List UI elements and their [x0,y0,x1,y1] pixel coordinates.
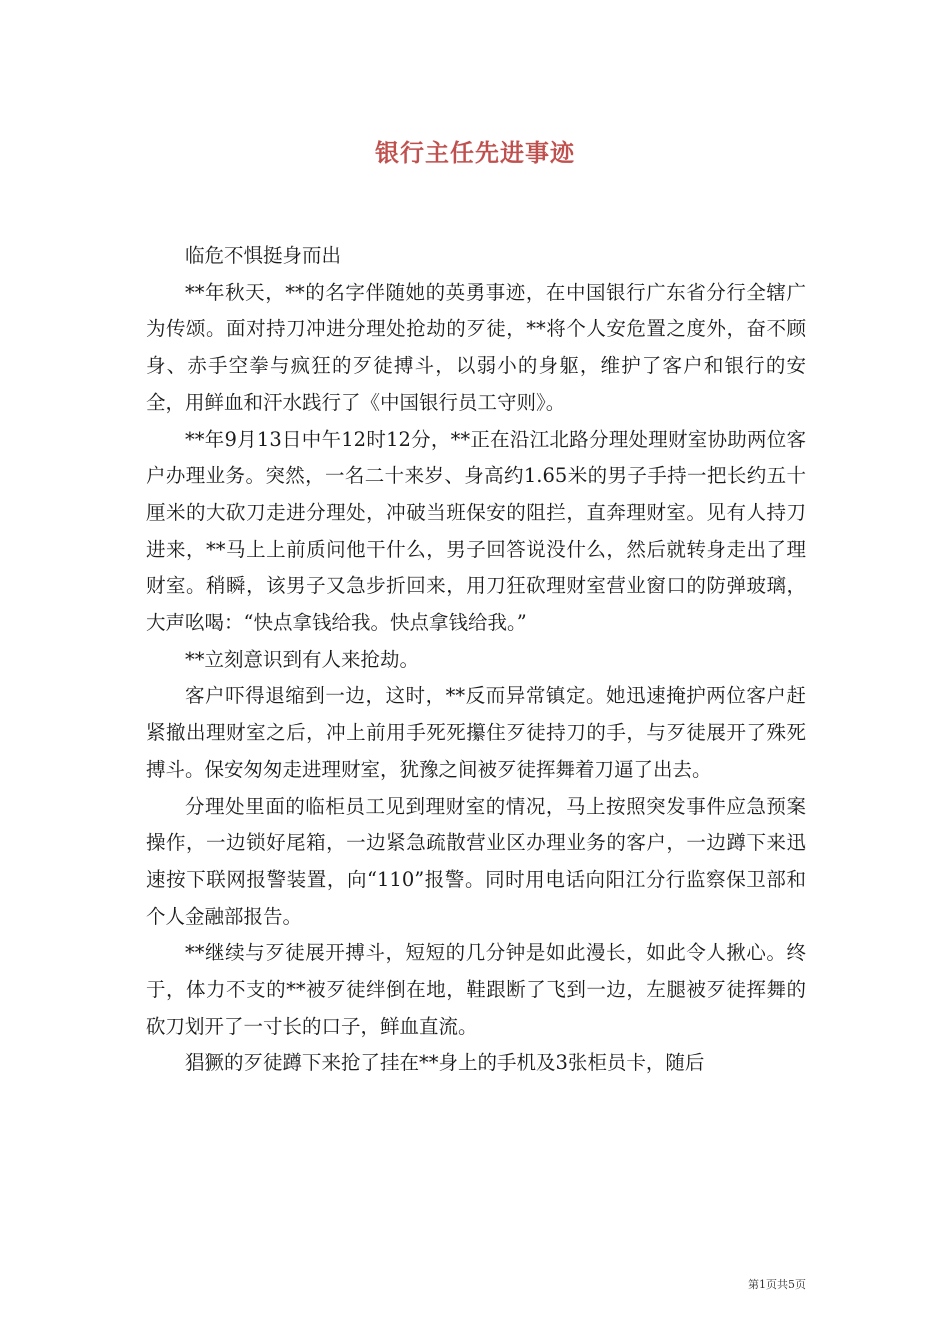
paragraph: **立刻意识到有人来抢劫。 [185,647,420,671]
page-number: 第1页共5页 [748,1278,806,1291]
paragraph: **年9月13日中午12时12分，**正在沿江北路分理处理财室协助两位客户办理业务。突然，一名二十来岁、身高约1.65米的男子手持一把长约五十厘米的大砍刀走进分理处，冲破当班保安的阻拦，直奔理财室。见有人持刀进来，**马上上前质问他干什么，男子回答说没什么，然后就转身走出了理财室。稍瞬，该男子又急步折回来，用刀狂砍理财室营业窗口的防弹玻璃，大声吆喝：“快点拿钱给我。快点拿钱给我。” [146,427,806,635]
section-heading: 临危不惧挺身而出 [185,244,342,267]
document-title: 银行主任先进事迹 [375,138,575,167]
paragraph: **继续与歹徒展开搏斗，短短的几分钟是如此漫长，如此令人揪心。终于，体力不支的**被歹徒绊倒在地，鞋跟断了飞到一边，左腿被歹徒挥舞的砍刀划开了一寸长的口子，鲜血直流。 [146,941,806,1038]
paragraph: 分理处里面的临柜员工见到理财室的情况，马上按照突发事件应急预案操作，一边锁好尾箱，一边紧急疏散营业区办理业务的客户，一边蹲下来迅速按下联网报警装置，向“110”报警。同时用电话向阳江分行监察保卫部和个人金融部报告。 [146,794,806,928]
paragraph: 客户吓得退缩到一边，这时，**反而异常镇定。她迅速掩护两位客户赶紧撤出理财室之后，冲上前用手死死攥住歹徒持刀的手，与歹徒展开了殊死搏斗。保安匆匆走进理财室，犹豫之间被歹徒挥舞着刀逼了出去。 [146,684,806,781]
paragraph: 猖獗的歹徒蹲下来抢了挂在**身上的手机及3张柜员卡，随后 [185,1051,705,1075]
paragraph: **年秋天，**的名字伴随她的英勇事迹，在中国银行广东省分行全辖广为传颂。面对持刀冲进分理处抢劫的歹徒，**将个人安危置之度外，奋不顾身、赤手空拳与疯狂的歹徒搏斗，以弱小的身躯，维护了客户和银行的安全，用鲜血和汗水践行了《中国银行员工守则》。 [146,280,806,414]
document-body [146,238,806,1082]
